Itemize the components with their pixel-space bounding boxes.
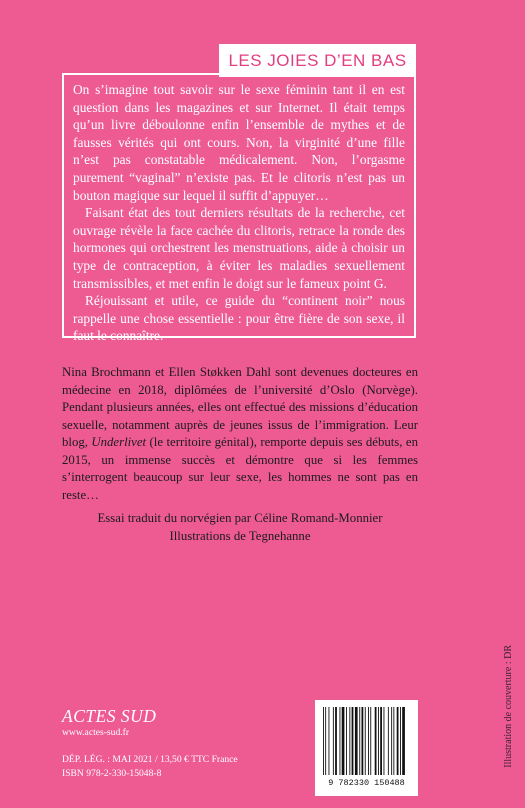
barcode-number: 9 782330 150488 [328,778,405,788]
publisher-logo: ACTES SUD [62,706,157,726]
author-bio [62,364,418,504]
barcode-icon [320,707,413,777]
legal-deposit-price: DÉP. LÉG. : MAI 2021 / 13,50 € TTC France [62,754,238,765]
cover-illustration-credit [497,632,519,780]
author-bio-text-end: (le territoire génital), remporte depuis ses débuts, en 2015, un immense succès et démontre que si les femmes s’interrogent beaucoup sur leur sexe, les hommes ne sont pas en reste… [62,435,418,502]
blurb-paragraph-3: Réjouissant et utile, ce guide du “continent noir” nous rappelle une chose essentielle : pour être fière de son sexe, il faut le connaître. [73,293,405,344]
cover-illustration-credit-text: Illustration de couverture : DR [502,644,514,768]
blog-name: Underlivet [91,435,147,449]
credits [62,510,418,545]
legal-info [62,753,238,780]
author-bio-text-start: Nina Brochmann et Ellen Støkken Dahl sont devenues docteures en médecine en 2018, diplômées de l’université d’Oslo (Norvège). Pendant plusieurs années, elles ont effectué des missions d’éducation sexuelle, notamment auprès de jeunes issus de l’immigration. Leur blog, [62,365,418,449]
blurb-paragraph-2: Faisant état des tout derniers résultats de la recherche, cet ouvrage révèle la face cachée du clitoris, retrace la ronde des hormones qui orchestrent les menstruations, aide à choisir un type de contraception, à éviter les maladies sexuellement transmissibles, et met enfin le doigt sur le fameux point G. [73,205,405,291]
isbn: ISBN 978-2-330-15048-8 [62,767,162,779]
illustration-credit: Illustrations de Tegnehanne [169,528,311,543]
translation-credit: Essai traduit du norvégien par Céline Romand-Monnier [97,511,383,525]
barcode [315,700,418,796]
blurb-paragraph-1: On s’imagine tout savoir sur le sexe féminin tant il en est question dans les magazines et sur Internet. Il était temps qu’un livre déboulonne enfin l’ensemble de mythes et de fausses vérités qui ont cours. Non, la virginité d’une fille n’est pas constatable médicalement. Non, l’orgasme purement “vaginal” n’existe pas. Et le clitoris n’est pas un bouton magique sur lequel il suffit d’appuyer… [73,82,405,203]
back-cover-title: LES JOIES D’EN BAS [228,50,407,70]
blurb-box [62,73,416,344]
publisher-website: www.actes-sud.fr [62,727,130,738]
